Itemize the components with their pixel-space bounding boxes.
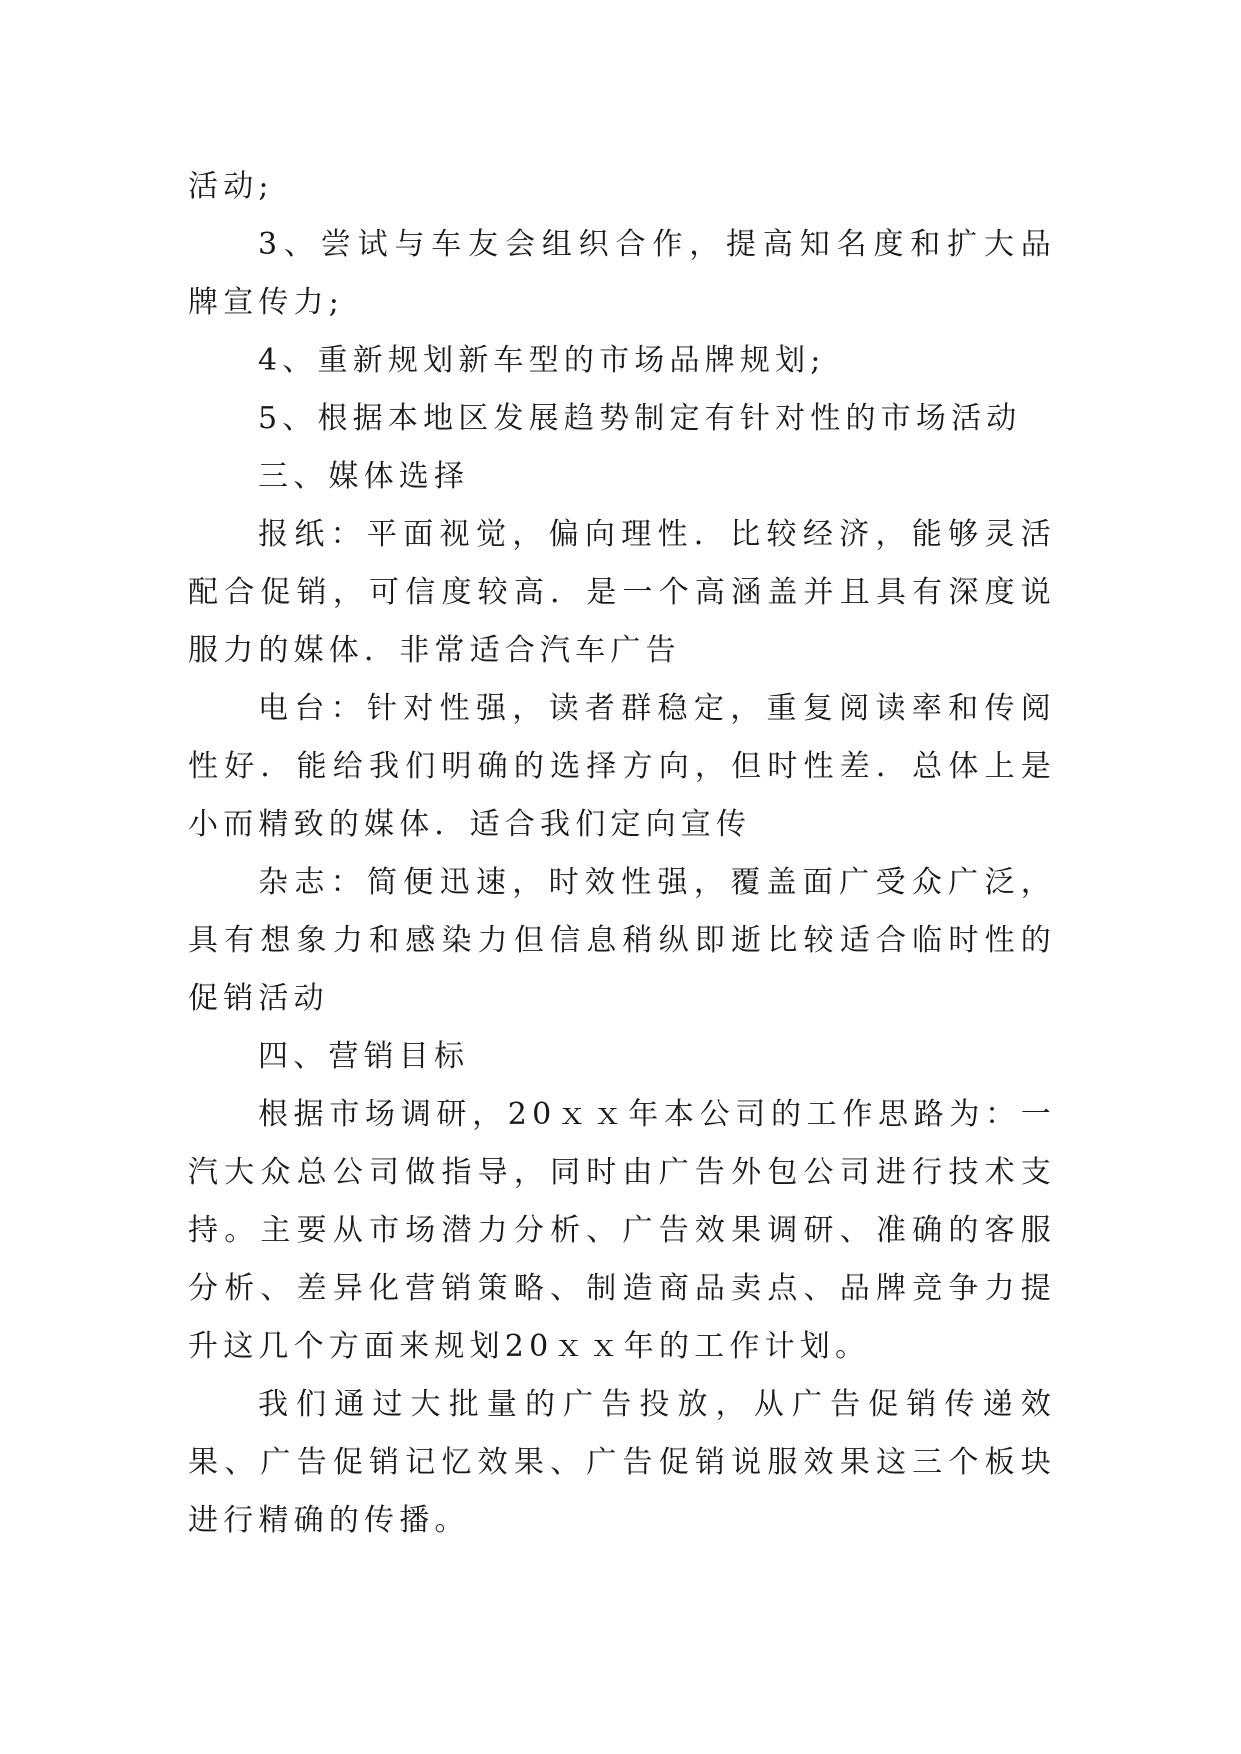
- list-item-3: 3、尝试与车友会组织合作，提高知名度和扩大品牌宣传力;: [188, 227, 1056, 320]
- paragraph-magazine: 杂志：简便迅速，时效性强，覆盖面广受众广泛，具有想象力和感染力但信息稍纵即逝比较适合临时性的促销活动: [188, 865, 1056, 1016]
- section-heading-media-selection: 三、媒体选择: [258, 459, 470, 494]
- paragraph-advertising: 我们通过大批量的广告投放，从广告促销传递效果、广告促销记忆效果、广告促销说服效果这三个板块进行精确的传播。: [188, 1387, 1056, 1538]
- paragraph-radio: 电台：针对性强，读者群稳定，重复阅读率和传阅性好．能给我们明确的选择方向，但时性差．总体上是小而精致的媒体．适合我们定向宣传: [188, 691, 1056, 842]
- paragraph-newspaper: 报纸：平面视觉，偏向理性．比较经济，能够灵活配合促销，可信度较高．是一个高涵盖并且具有深度说服力的媒体．非常适合汽车广告: [188, 517, 1056, 668]
- paragraph-activities-tail: 活动;: [188, 169, 274, 204]
- document-body: [188, 158, 1056, 1550]
- paragraph-work-plan: 根据市场调研，20ｘｘ年本公司的工作思路为：一汽大众总公司做指导，同时由广告外包公司进行技术支持。主要从市场潜力分析、广告效果调研、准确的客服分析、差异化营销策略、制造商品卖点、品牌竞争力提升这几个方面来规划20ｘｘ年的工作计划。: [188, 1097, 1056, 1364]
- list-item-4: 4、重新规划新车型的市场品牌规划;: [258, 343, 826, 378]
- section-heading-marketing-goal: 四、营销目标: [258, 1039, 470, 1074]
- list-item-5: 5、根据本地区发展趋势制定有针对性的市场活动: [258, 401, 1022, 436]
